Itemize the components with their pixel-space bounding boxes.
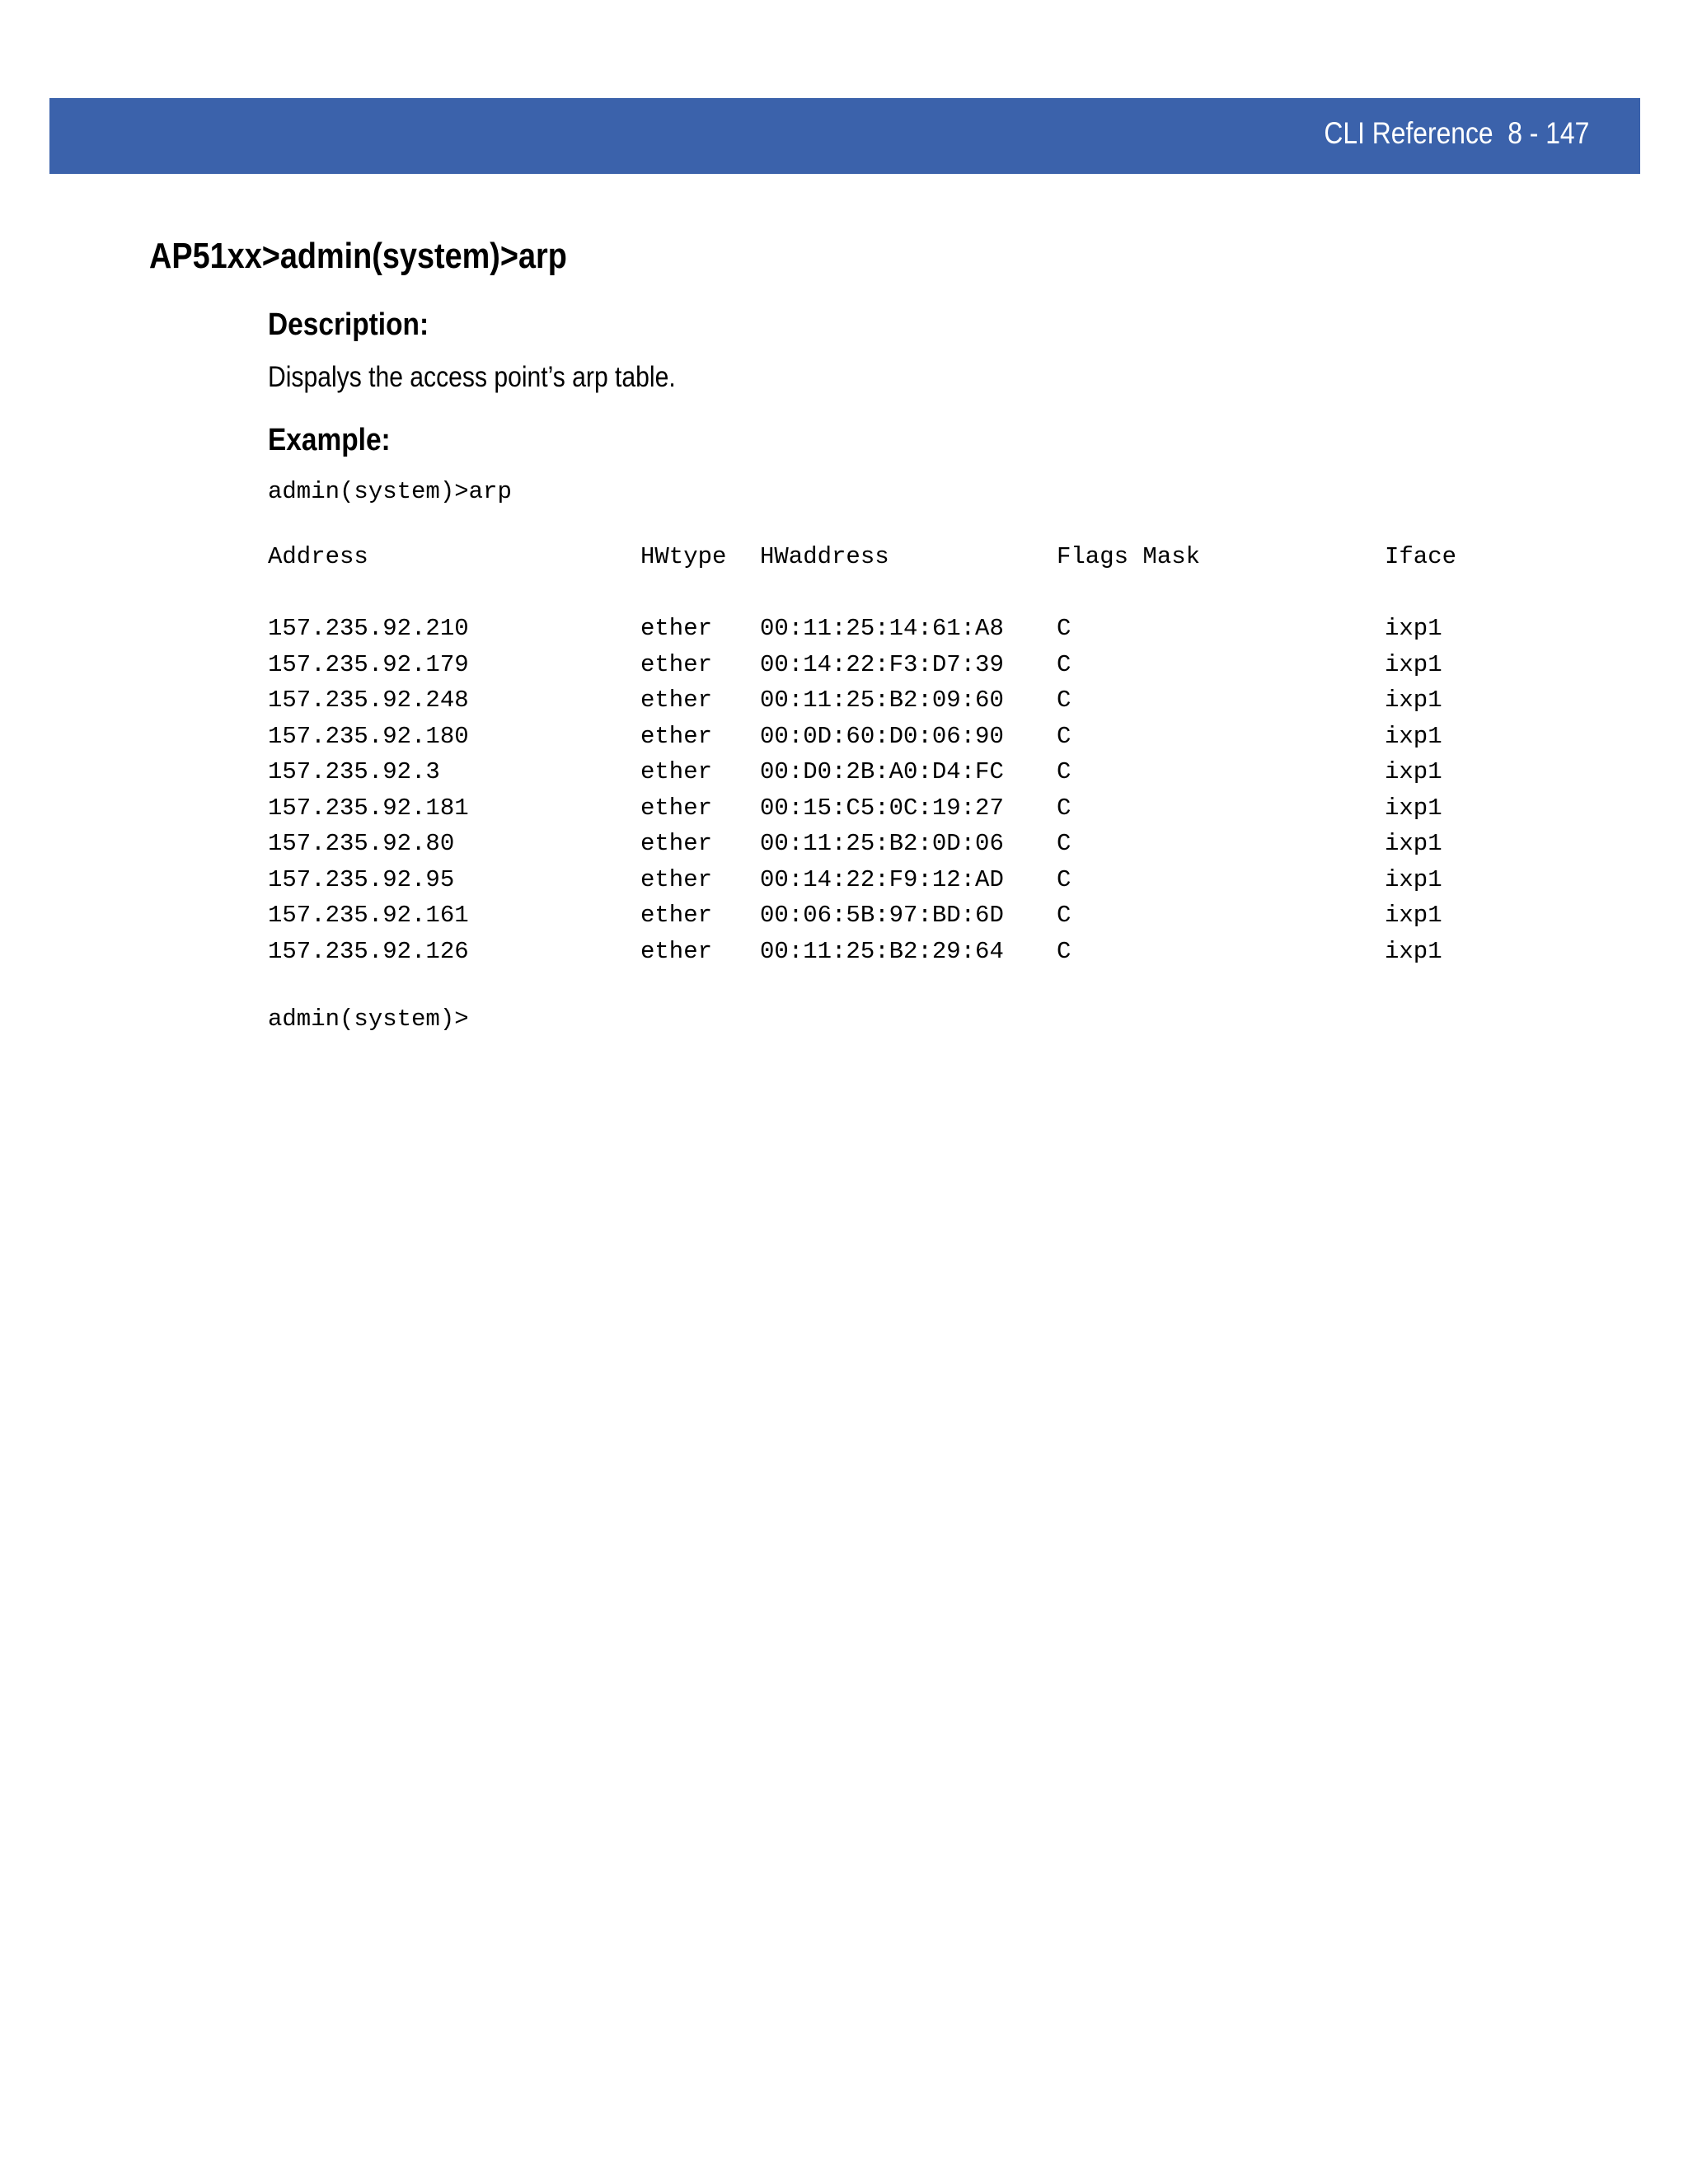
table-cell-iface: ixp1	[1385, 794, 1442, 822]
table-cell-hwaddress: 00:11:25:B2:09:60	[760, 687, 1004, 714]
table-cell-iface: ixp1	[1385, 722, 1442, 750]
table-cell-hwtype: ether	[640, 687, 713, 714]
table-cell-hwtype: ether	[640, 722, 713, 750]
table-header-hwtype: HWtype	[640, 543, 727, 570]
table-cell-iface: ixp1	[1385, 902, 1442, 929]
table-cell-hwtype: ether	[640, 830, 713, 857]
table-cell-iface: ixp1	[1385, 650, 1442, 678]
table-header-flags-mask: Flags Mask	[1057, 543, 1201, 570]
table-cell-iface: ixp1	[1385, 865, 1442, 893]
table-cell-address: 157.235.92.161	[268, 902, 469, 929]
table-cell-address: 157.235.92.80	[268, 830, 455, 857]
table-cell-hwaddress: 00:0D:60:D0:06:90	[760, 722, 1004, 750]
description-heading: Description:	[268, 307, 429, 342]
table-cell-address: 157.235.92.95	[268, 865, 455, 893]
table-cell-flags-mask: C	[1057, 830, 1071, 857]
table-cell-address: 157.235.92.210	[268, 615, 469, 642]
table-cell-hwtype: ether	[640, 937, 713, 965]
table-cell-flags-mask: C	[1057, 650, 1071, 678]
header-page-reference: CLI Reference 8 - 147	[1324, 116, 1589, 150]
table-cell-flags-mask: C	[1057, 794, 1071, 822]
table-cell-flags-mask: C	[1057, 902, 1071, 929]
table-cell-hwtype: ether	[640, 902, 713, 929]
table-cell-hwtype: ether	[640, 650, 713, 678]
table-cell-hwtype: ether	[640, 794, 713, 822]
table-header-address: Address	[268, 543, 368, 570]
table-cell-hwaddress: 00:14:22:F3:D7:39	[760, 650, 1004, 678]
table-cell-hwtype: ether	[640, 615, 713, 642]
table-cell-address: 157.235.92.126	[268, 937, 469, 965]
table-cell-flags-mask: C	[1057, 615, 1071, 642]
example-command: admin(system)>arp	[268, 478, 512, 505]
table-cell-iface: ixp1	[1385, 687, 1442, 714]
table-cell-hwaddress: 00:D0:2B:A0:D4:FC	[760, 758, 1004, 785]
table-cell-flags-mask: C	[1057, 722, 1071, 750]
table-cell-address: 157.235.92.181	[268, 794, 469, 822]
table-cell-hwtype: ether	[640, 865, 713, 893]
description-text: Dispalys the access point’s arp table.	[268, 361, 676, 393]
table-cell-flags-mask: C	[1057, 865, 1071, 893]
table-cell-address: 157.235.92.180	[268, 722, 469, 750]
table-cell-hwaddress: 00:15:C5:0C:19:27	[760, 794, 1004, 822]
table-cell-hwaddress: 00:06:5B:97:BD:6D	[760, 902, 1004, 929]
table-cell-flags-mask: C	[1057, 758, 1071, 785]
example-prompt-end: admin(system)>	[268, 1005, 469, 1033]
example-heading: Example:	[268, 423, 391, 457]
table-cell-hwaddress: 00:14:22:F9:12:AD	[760, 865, 1004, 893]
table-cell-flags-mask: C	[1057, 937, 1071, 965]
table-cell-address: 157.235.92.3	[268, 758, 440, 785]
table-header-hwaddress: HWaddress	[760, 543, 889, 570]
table-cell-hwaddress: 00:11:25:B2:0D:06	[760, 830, 1004, 857]
table-cell-hwaddress: 00:11:25:14:61:A8	[760, 615, 1004, 642]
table-header-iface: Iface	[1385, 543, 1457, 570]
table-cell-iface: ixp1	[1385, 758, 1442, 785]
table-cell-iface: ixp1	[1385, 830, 1442, 857]
page-title: AP51xx>admin(system)>arp	[149, 236, 567, 276]
table-cell-address: 157.235.92.248	[268, 687, 469, 714]
table-cell-address: 157.235.92.179	[268, 650, 469, 678]
table-cell-hwaddress: 00:11:25:B2:29:64	[760, 937, 1004, 965]
table-cell-iface: ixp1	[1385, 615, 1442, 642]
table-cell-iface: ixp1	[1385, 937, 1442, 965]
page-header-band	[49, 98, 1640, 174]
table-cell-flags-mask: C	[1057, 687, 1071, 714]
table-cell-hwtype: ether	[640, 758, 713, 785]
